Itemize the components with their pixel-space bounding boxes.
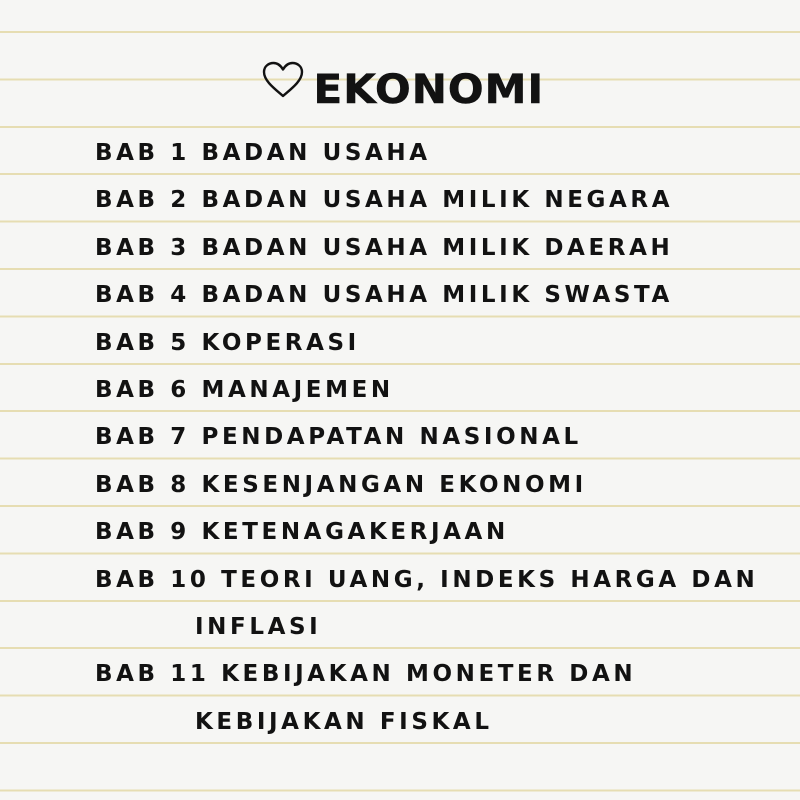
chapter-name-line-2: INFLASI <box>195 614 322 641</box>
chapter-number: BAB 11 <box>95 661 210 688</box>
chapter-number: BAB 7 <box>95 424 190 451</box>
chapter-name: BADAN USAHA MILIK DAERAH <box>201 234 674 261</box>
chapter-item-5 <box>95 320 785 367</box>
chapter-number: BAB 2 <box>95 187 190 214</box>
chapter-number: BAB 3 <box>95 234 190 261</box>
chapter-list <box>95 130 785 746</box>
chapter-number: BAB 9 <box>95 519 190 546</box>
chapter-number: BAB 6 <box>95 377 190 404</box>
chapter-item-11 <box>95 651 785 746</box>
chapter-name: BADAN USAHA <box>201 140 431 166</box>
chapter-item-1 <box>95 130 785 177</box>
chapter-number: BAB 1 <box>95 140 190 166</box>
chapter-name-line-1: KEBIJAKAN MONETER DAN <box>221 661 637 688</box>
chapter-name: BADAN USAHA MILIK NEGARA <box>201 187 674 214</box>
chapter-name: KETENAGAKERJAAN <box>201 519 509 546</box>
page-title <box>0 62 800 116</box>
chapter-name: MANAJEMEN <box>201 377 394 404</box>
chapter-number: BAB 10 <box>95 566 210 593</box>
chapter-name-line-1: TEORI UANG, INDEKS HARGA DAN <box>221 566 759 593</box>
chapter-number: BAB 8 <box>95 471 190 498</box>
chapter-item-10 <box>95 557 785 652</box>
heart-outline-icon <box>261 60 305 113</box>
chapter-number: BAB 4 <box>95 282 190 309</box>
chapter-item-7 <box>95 414 785 461</box>
chapter-item-3 <box>95 225 785 272</box>
chapter-name: KESENJANGAN EKONOMI <box>201 471 587 498</box>
chapter-item-9 <box>95 509 785 556</box>
chapter-name-line-2: KEBIJAKAN FISKAL <box>195 708 493 735</box>
chapter-name: PENDAPATAN NASIONAL <box>201 424 582 451</box>
chapter-number: BAB 5 <box>95 329 190 356</box>
chapter-item-4 <box>95 272 785 319</box>
chapter-name: BADAN USAHA MILIK SWASTA <box>201 282 673 309</box>
chapter-item-6 <box>95 367 785 414</box>
chapter-name: KOPERASI <box>201 329 360 356</box>
title-text: EKONOMI <box>313 67 545 113</box>
chapter-item-2 <box>95 177 785 224</box>
chapter-item-8 <box>95 462 785 509</box>
